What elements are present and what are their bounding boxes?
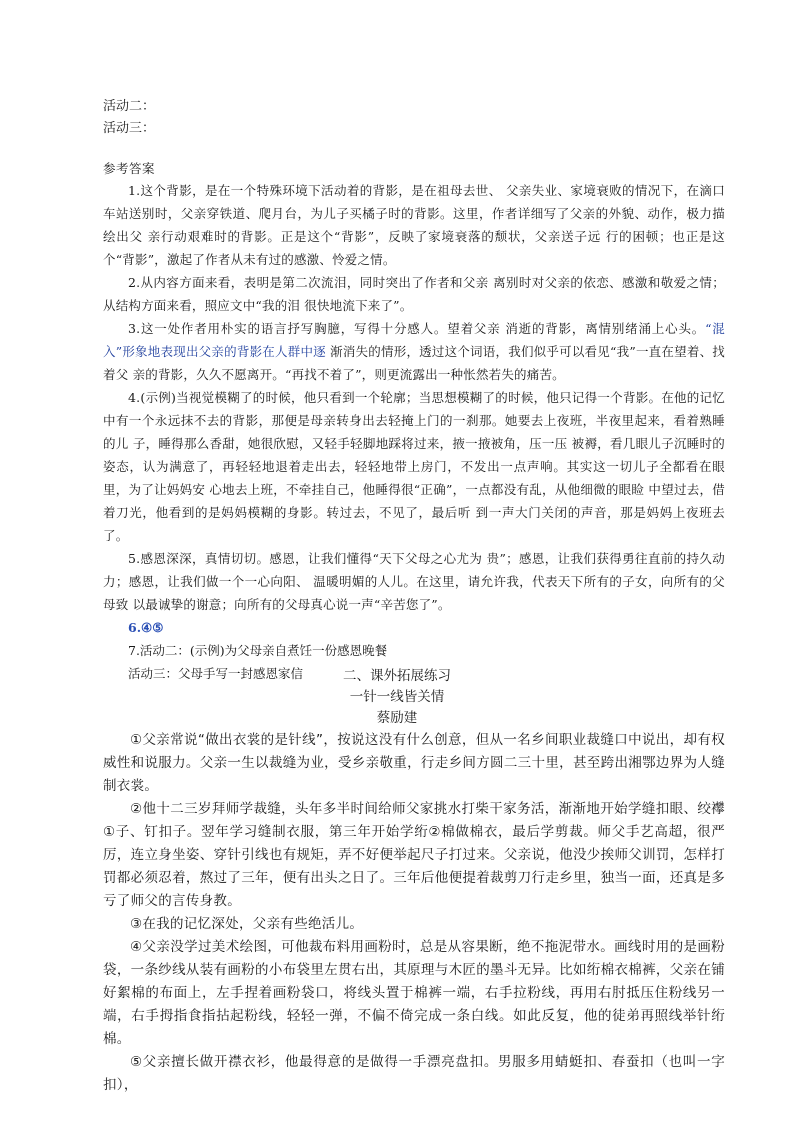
answer-4: 4.(示例)当视觉模糊了的时候，他只看到一个轮廓；当思想模糊了的时候，他只记得一个背影。在他的记忆中有一个永远抹不去的背影，那便是母亲转身出去轻掩上门的一刹那。她要去上夜班，半夜里起来，看着熟睡的儿 子，睡得那么香甜，她很欣慰，又轻手轻脚地踩将过来，掖一掖被角，压一压 被褥，看几眼儿子沉睡时的姿态，认为满意了，再轻轻地退着走出去，轻轻地带上房门，不发出一点声响。其实这一切儿子全都看在眼里，为了让妈妈安 心地去上班，不牵挂自己，他睡得很“正确”，一点都没有乱，从他细微的眼睑 中望过去，借着刀光，他看到的是妈妈模糊的身影。转过去，不见了，最后听 到一声大门关闭的声音，那是妈妈上夜班去了。 <box>103 390 725 543</box>
answer-5: 5.感恩深深，真情切切。感恩，让我们懂得“天下父母之心尤为 贵”；感恩，让我们获得勇往直前的持久动力；感恩，让我们做一个一心向阳、 温暖明媚的人儿。在这里，请允许我，代表天下所有的子女，向所有的父母致 以最诚挚的谢意；向所有的父母真心说一声“辛苦您了”。 <box>103 551 725 612</box>
answer-6: 6.④⑤ <box>128 620 164 635</box>
activity-3-label: 活动三： <box>103 121 156 136</box>
extension-headings <box>0 666 794 729</box>
article-paragraph-5: ⑤父亲擅长做开襟衣衫，他最得意的是做得一手漂亮盘扣。男服多用蜻蜓扣、春蚕扣（也叫一字扣）， <box>103 1054 725 1093</box>
answer-2: 2.从内容方面来看，表明是第二次流泪，同时突出了作者和父亲 离别时对父亲的依恋、感激和敬爱之情；从结构方面来看，照应文中“我的泪 很快地流下来了”。 <box>103 275 725 313</box>
answer-3-quote: “混入”形象地表现出父亲的背影在人群中逐 <box>103 321 726 359</box>
article-paragraph-3: ③在我的记忆深处，父亲有些绝活儿。 <box>130 916 364 932</box>
answer-heading: 参考答案 <box>103 161 156 176</box>
answer-3-rest: 渐消失的情形，透过这个词语，我们似乎可以看见“我”一直在望着、找着父 亲的背影，久久不愿离开。“再找不着了”，则更流露出一种怅然若失的痛苦。 <box>103 344 725 382</box>
answer-3 <box>103 317 725 386</box>
activity-2-label: 活动二： <box>103 99 156 114</box>
article-paragraph-2: ②他十二三岁拜师学裁缝，头年多半时间给师父家挑水打柴干家务活，渐渐地开始学缝扣眼、绞襻①子、钉扣子。翌年学习缝制衣服，第三年开始学绗②棉做棉衣，最后学剪裁。师父手艺高超，很严厉，连立身坐姿、穿针引线也有规矩，弄不好便举起尺子打过来。父亲说，他没少挨师父训罚，怎样打罚都必须忍着，熬过了三年，便有出头之日了。三年后他便提着裁剪刀行走乡里，独当一面，还真是多亏了师父的言传身教。 <box>103 801 725 909</box>
answer-1: 1.这个背影，是在一个特殊环境下活动着的背影，是在祖母去世、 父亲失业、家境衰败的情况下，在滴口车站送别时，父亲穿铁道、爬月台，为儿子买橘子时的背影。这里，作者详细写了父亲的外貌、动作，极力描绘出父 亲行动艰难时的背影。正是这个“背影”，反映了家境衰落的颓状，父亲送子远 行的困顿；也正是这个“背影”，激起了作者从未有过的感激、怜爱之情。 <box>103 183 725 267</box>
section-title: 二、课外拓展练习 <box>343 668 451 684</box>
answer-3-first: 3.这一处作者用朴实的语言抒写胸臆，写得十分感人。望着父亲 消逝的背影，离情别绪涌上心头。 <box>128 321 706 336</box>
article-body <box>103 729 725 1097</box>
article-paragraph-1: ①父亲常说“做出衣裳的是针线”，按说这没有什么创意，但从一名乡间职业裁缝口中说出，却有权威性和说服力。父亲一生以裁缝为业，受乡亲敬重，行走乡间方圆二三十里，甚至跨出湘鄂边界为人缝制衣裳。 <box>103 732 725 794</box>
article-author: 蔡励建 <box>376 710 418 726</box>
answer-7-act3: 活动三：父母手写一封感恩家信 <box>128 666 304 681</box>
article-paragraph-4: ④父亲没学过美术绘图，可他裁布料用画粉时，总是从容果断，绝不拖泥带水。画线时用的是画粉袋，一条纱线从装有画粉的小布袋里左贯右出，其原理与木匠的墨斗无异。比如绗棉衣棉裤，父亲在铺好絮棉的布面上，左手捏着画粉袋口，将线头置于棉裤一端，右手拉粉线，再用右肘抵压住粉线另一端，右手拇指食指拈起粉线，轻轻一弹，不偏不倚完成一条白线。如此反复，他的徒弟再照线举针绗棉。 <box>103 939 725 1047</box>
answers-block <box>103 96 725 685</box>
article-title: 一针一线皆关情 <box>349 689 445 705</box>
answer-7-act2: 7.活动二：(示例)为父母亲自煮饪一份感恩晚餐 <box>128 643 388 658</box>
